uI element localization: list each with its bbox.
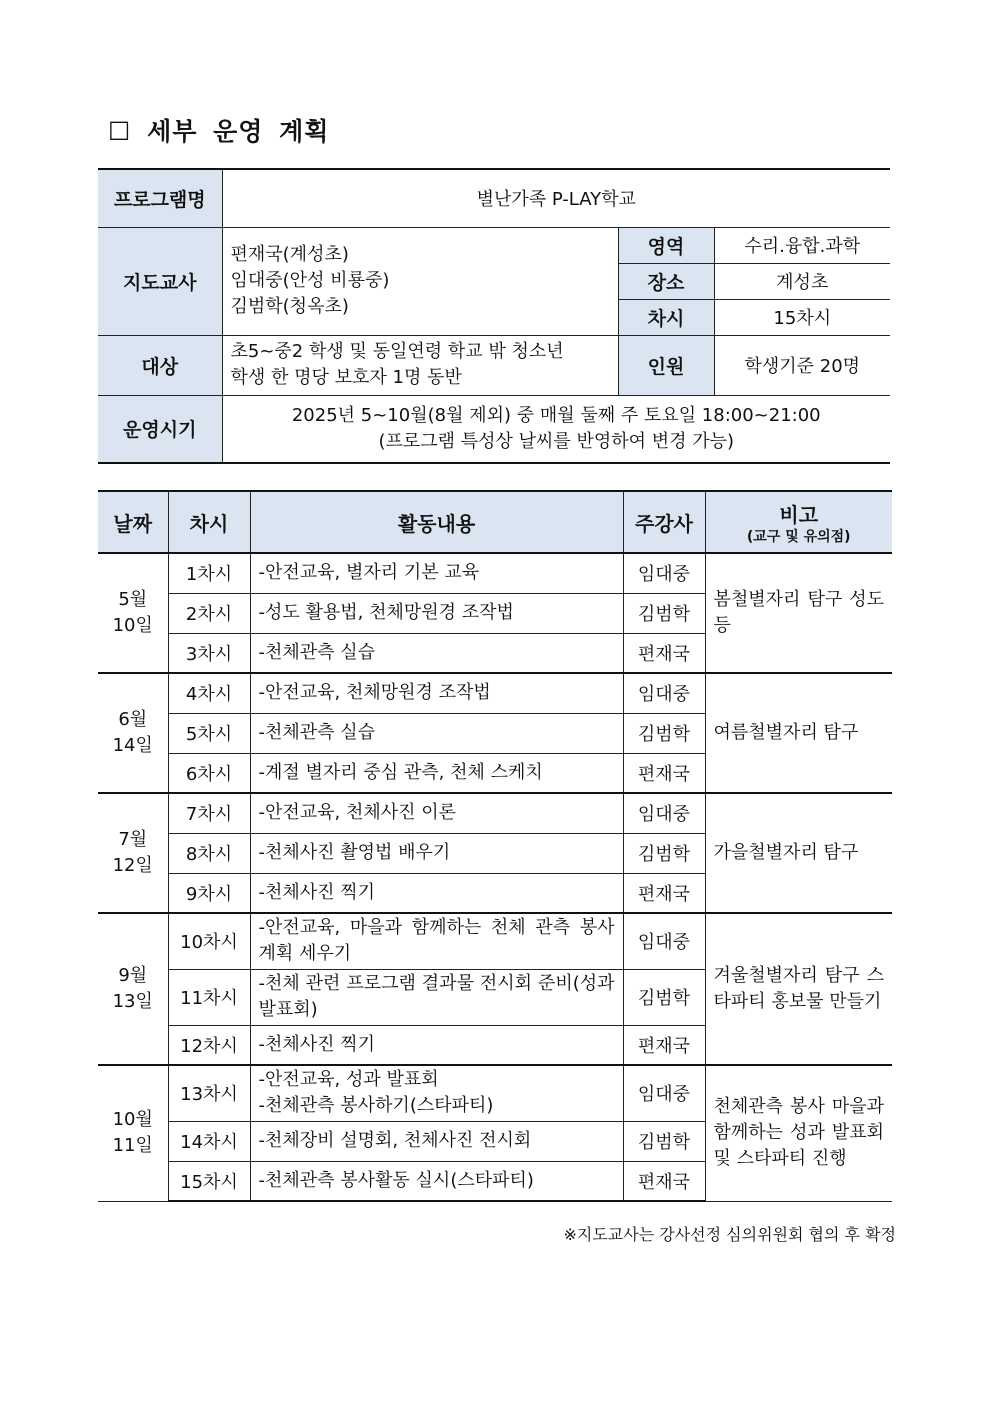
session-cell: 3차시: [168, 633, 250, 673]
activity-cell: -천체관측 봉사활동 실시(스타파티): [250, 1161, 623, 1201]
activity-cell: -안전교육, 별자리 기본 교육: [250, 553, 623, 593]
teacher-2: 임대중(안성 비룡중): [230, 270, 390, 291]
teacher-1: 편재국(계성초): [230, 244, 349, 265]
session-cell: 8차시: [168, 833, 250, 873]
activity-cell: -천체사진 촬영법 배우기: [250, 833, 623, 873]
teacher-3: 김범학(청옥초): [230, 296, 349, 317]
instructor-cell: 편재국: [623, 633, 705, 673]
table-row: [98, 1065, 892, 1121]
instructor-cell: 김범학: [623, 593, 705, 633]
footnote: ※지도교사는 강사선정 심의위원회 협의 후 확정: [563, 1225, 896, 1244]
date-cell: [98, 1065, 168, 1201]
target-value: [222, 335, 618, 395]
instructor-cell: 편재국: [623, 1025, 705, 1065]
header-note: [705, 491, 892, 553]
date-line: 5월: [118, 589, 148, 610]
date-line: 13일: [112, 991, 153, 1012]
program-info-table: [98, 168, 890, 464]
session-cell: 14차시: [168, 1121, 250, 1161]
table-row: [98, 553, 892, 593]
instructor-cell: 임대중: [623, 913, 705, 969]
note-cell: 천체관측 봉사 마을과 함께하는 성과 발표회 및 스타파티 진행: [705, 1065, 892, 1201]
activity-cell: -천체장비 설명회, 천체사진 전시회: [250, 1121, 623, 1161]
table-row: [98, 673, 892, 713]
target-line-1: 초5~중2 학생 및 동일연령 학교 밖 청소년: [230, 341, 564, 362]
session-cell: 15차시: [168, 1161, 250, 1201]
instructor-cell: 임대중: [623, 673, 705, 713]
date-line: 10월: [112, 1109, 153, 1131]
place-value: 계성초: [714, 263, 890, 299]
date-cell: [98, 913, 168, 1065]
instructor-cell: 편재국: [623, 1161, 705, 1201]
session-cell: 13차시: [168, 1065, 250, 1121]
place-label: 장소: [618, 263, 714, 299]
session-cell: 7차시: [168, 793, 250, 833]
date-cell: [98, 553, 168, 673]
session-cell: 1차시: [168, 553, 250, 593]
instructor-cell: 임대중: [623, 793, 705, 833]
period-line-2: (프로그램 특성상 날씨를 반영하여 변경 가능): [378, 430, 735, 452]
header-date: 날짜: [98, 491, 168, 553]
date-line: 14일: [112, 735, 153, 756]
session-cell: 9차시: [168, 873, 250, 913]
activity-cell: -안전교육, 마을과 함께하는 천체 관측 봉사 계획 세우기: [250, 913, 623, 969]
people-label: 인원: [618, 335, 714, 395]
activity-cell: -계절 별자리 중심 관측, 천체 스케치: [250, 753, 623, 793]
header-activity: 활동내용: [250, 491, 623, 553]
date-line: 12일: [112, 855, 153, 876]
activity-cell: -천체관측 실습: [250, 713, 623, 753]
people-value: 학생기준 20명: [714, 335, 890, 395]
session-cell: 6차시: [168, 753, 250, 793]
session-cell: 10차시: [168, 913, 250, 969]
note-cell: 봄철별자리 탐구 성도 등: [705, 553, 892, 673]
date-line: 9월: [118, 965, 148, 986]
date-cell: [98, 673, 168, 793]
activity-cell: -천체 관련 프로그램 결과물 전시회 준비(성과발표회): [250, 969, 623, 1025]
session-cell: 5차시: [168, 713, 250, 753]
activity-cell: -천체관측 실습: [250, 633, 623, 673]
table-row: [98, 793, 892, 833]
date-line: 6월: [118, 709, 148, 730]
period-line-1: 2025년 5~10월(8월 제외) 중 매월 둘째 주 토요일 18:00~21:00: [291, 404, 821, 426]
header-note-title: 비고: [779, 502, 819, 527]
date-cell: [98, 793, 168, 913]
date-line: 11일: [112, 1135, 153, 1157]
header-session: 차시: [168, 491, 250, 553]
date-line: 10일: [112, 615, 153, 636]
program-name-value: 별난가족 P-LAY학교: [222, 169, 890, 227]
schedule-table: [98, 490, 892, 1202]
area-value: 수리.융합.과학: [714, 227, 890, 263]
teacher-list: [222, 227, 618, 335]
instructor-cell: 김범학: [623, 833, 705, 873]
session-cell: 4차시: [168, 673, 250, 713]
target-line-2: 학생 한 명당 보호자 1명 동반: [230, 367, 462, 388]
session-cell: 12차시: [168, 1025, 250, 1065]
activity-cell: -천체사진 찍기: [250, 873, 623, 913]
instructor-cell: 임대중: [623, 1065, 705, 1121]
instructor-cell: 편재국: [623, 753, 705, 793]
instructor-cell: 김범학: [623, 713, 705, 753]
header-instructor: 주강사: [623, 491, 705, 553]
area-label: 영역: [618, 227, 714, 263]
note-cell: 겨울철별자리 탐구 스타파티 홍보물 만들기: [705, 913, 892, 1065]
instructor-cell: 김범학: [623, 1121, 705, 1161]
table-row: [98, 913, 892, 969]
note-cell: 여름철별자리 탐구: [705, 673, 892, 793]
sessions-label: 차시: [618, 299, 714, 335]
date-line: 7월: [118, 829, 148, 850]
note-cell: 가을철별자리 탐구: [705, 793, 892, 913]
activity-cell: -천체사진 찍기: [250, 1025, 623, 1065]
program-name-label: 프로그램명: [98, 169, 222, 227]
target-label: 대상: [98, 335, 222, 395]
activity-cell: -안전교육, 천체사진 이론: [250, 793, 623, 833]
teacher-label: 지도교사: [98, 227, 222, 335]
session-cell: 2차시: [168, 593, 250, 633]
activity-cell: -안전교육, 성과 발표회 -천체관측 봉사하기(스타파티): [250, 1065, 623, 1121]
instructor-cell: 임대중: [623, 553, 705, 593]
session-cell: 11차시: [168, 969, 250, 1025]
section-title: ☐ 세부 운영 계획: [108, 117, 330, 146]
sessions-value: 15차시: [714, 299, 890, 335]
period-value: [222, 395, 890, 463]
instructor-cell: 김범학: [623, 969, 705, 1025]
period-label: 운영시기: [98, 395, 222, 463]
activity-cell: -성도 활용법, 천체망원경 조작법: [250, 593, 623, 633]
instructor-cell: 편재국: [623, 873, 705, 913]
header-note-sub: (교구 및 유의점): [746, 528, 851, 545]
activity-cell: -안전교육, 천체망원경 조작법: [250, 673, 623, 713]
